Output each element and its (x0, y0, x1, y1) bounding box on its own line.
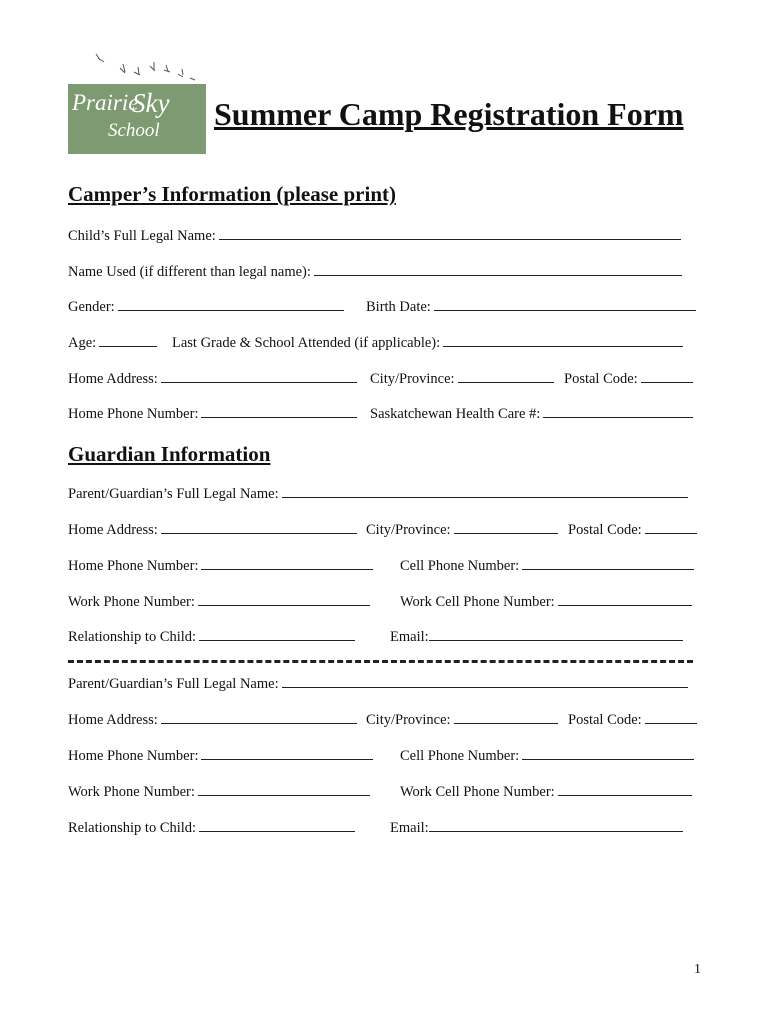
field-birth-date[interactable] (366, 297, 696, 316)
field-label: Name Used (if different than legal name): (68, 264, 311, 280)
blank-line[interactable] (522, 556, 694, 570)
field-label: Home Phone Number: (68, 558, 199, 574)
school-logo (68, 50, 206, 154)
field-label: Postal Code: (568, 712, 642, 728)
field-label: Home Address: (68, 522, 158, 538)
blank-line[interactable] (201, 404, 357, 418)
logo-word-sky: Sky (132, 88, 170, 118)
blank-line[interactable] (198, 592, 370, 606)
blank-line[interactable] (161, 710, 357, 724)
blank-line[interactable] (443, 333, 683, 347)
field-label: Gender: (68, 299, 115, 315)
blank-line[interactable] (99, 333, 157, 347)
blank-line[interactable] (645, 710, 697, 724)
field-guardian2-email[interactable] (390, 818, 683, 837)
field-guardian1-cell-phone[interactable] (400, 556, 694, 575)
field-label: Cell Phone Number: (400, 558, 520, 574)
field-guardian1-full-name[interactable] (68, 484, 688, 503)
field-label: Email: (390, 820, 429, 836)
field-name-used[interactable] (68, 262, 682, 281)
field-guardian1-city-province[interactable] (366, 520, 558, 539)
field-postal-code[interactable] (564, 369, 693, 388)
blank-line[interactable] (282, 674, 688, 688)
field-label: Parent/Guardian’s Full Legal Name: (68, 486, 279, 502)
field-guardian1-home-address[interactable] (68, 520, 357, 539)
field-guardian1-home-phone[interactable] (68, 556, 373, 575)
field-label: Age: (68, 335, 97, 351)
field-guardian2-full-name[interactable] (68, 674, 688, 693)
field-label: Relationship to Child: (68, 820, 197, 836)
blank-line[interactable] (645, 520, 697, 534)
field-label: Last Grade & School Attended (if applicable): (172, 335, 441, 351)
field-home-address[interactable] (68, 369, 357, 388)
field-label: Home Address: (68, 371, 158, 387)
field-label: Work Cell Phone Number: (400, 594, 555, 610)
blank-line[interactable] (199, 818, 355, 832)
field-city-province[interactable] (370, 369, 554, 388)
field-label: City/Province: (366, 712, 451, 728)
field-label: Parent/Guardian’s Full Legal Name: (68, 676, 279, 692)
field-guardian2-work-phone[interactable] (68, 782, 370, 801)
blank-line[interactable] (458, 369, 554, 383)
field-label: City/Province: (370, 371, 455, 387)
blank-line[interactable] (429, 627, 683, 641)
blank-line[interactable] (558, 592, 692, 606)
blank-line[interactable] (282, 484, 688, 498)
blank-line[interactable] (201, 556, 373, 570)
field-home-phone[interactable] (68, 404, 357, 423)
field-guardian1-relationship[interactable] (68, 627, 355, 646)
field-guardian1-email[interactable] (390, 627, 683, 646)
page-title: Summer Camp Registration Form (214, 96, 684, 132)
blank-line[interactable] (454, 520, 558, 534)
blank-line[interactable] (454, 710, 558, 724)
field-label: Home Phone Number: (68, 748, 199, 764)
blank-line[interactable] (199, 627, 355, 641)
blank-line[interactable] (161, 520, 357, 534)
field-label: Birth Date: (366, 299, 431, 315)
blank-line[interactable] (558, 782, 692, 796)
blank-line[interactable] (201, 746, 373, 760)
field-guardian1-postal-code[interactable] (568, 520, 697, 539)
blank-line[interactable] (161, 369, 357, 383)
field-health-care[interactable] (370, 404, 693, 423)
blank-line[interactable] (219, 226, 681, 240)
field-guardian1-work-phone[interactable] (68, 592, 370, 611)
field-last-grade[interactable] (172, 333, 683, 352)
field-label: Home Address: (68, 712, 158, 728)
field-label: Home Phone Number: (68, 406, 199, 422)
blank-line[interactable] (198, 782, 370, 796)
field-label: Saskatchewan Health Care #: (370, 406, 541, 422)
field-guardian2-relationship[interactable] (68, 818, 355, 837)
field-age[interactable] (68, 333, 157, 352)
field-label: Work Cell Phone Number: (400, 784, 555, 800)
field-label: City/Province: (366, 522, 451, 538)
field-child-full-name[interactable] (68, 226, 681, 245)
field-label: Work Phone Number: (68, 594, 195, 610)
field-guardian2-home-address[interactable] (68, 710, 357, 729)
field-guardian2-city-province[interactable] (366, 710, 558, 729)
field-guardian1-work-cell[interactable] (400, 592, 692, 611)
field-guardian2-cell-phone[interactable] (400, 746, 694, 765)
page-number: 1 (694, 962, 701, 977)
blank-line[interactable] (429, 818, 683, 832)
section-heading-camper: Camper’s Information (please print) (68, 182, 396, 206)
blank-line[interactable] (314, 262, 682, 276)
logo-word-prairie: Prairie (72, 90, 139, 115)
field-label: Work Phone Number: (68, 784, 195, 800)
blank-line[interactable] (522, 746, 694, 760)
field-label: Child’s Full Legal Name: (68, 228, 216, 244)
field-label: Relationship to Child: (68, 629, 197, 645)
field-label: Postal Code: (564, 371, 638, 387)
field-label: Postal Code: (568, 522, 642, 538)
blank-line[interactable] (434, 297, 696, 311)
field-gender[interactable] (68, 297, 344, 316)
field-label: Email: (390, 629, 429, 645)
logo-word-school: School (108, 120, 160, 141)
section-heading-guardian: Guardian Information (68, 442, 271, 466)
separator-dashed-line (68, 660, 693, 663)
blank-line[interactable] (118, 297, 344, 311)
field-label: Cell Phone Number: (400, 748, 520, 764)
field-guardian2-work-cell[interactable] (400, 782, 692, 801)
field-guardian2-postal-code[interactable] (568, 710, 697, 729)
blank-line[interactable] (543, 404, 693, 418)
blank-line[interactable] (641, 369, 693, 383)
field-guardian2-home-phone[interactable] (68, 746, 373, 765)
